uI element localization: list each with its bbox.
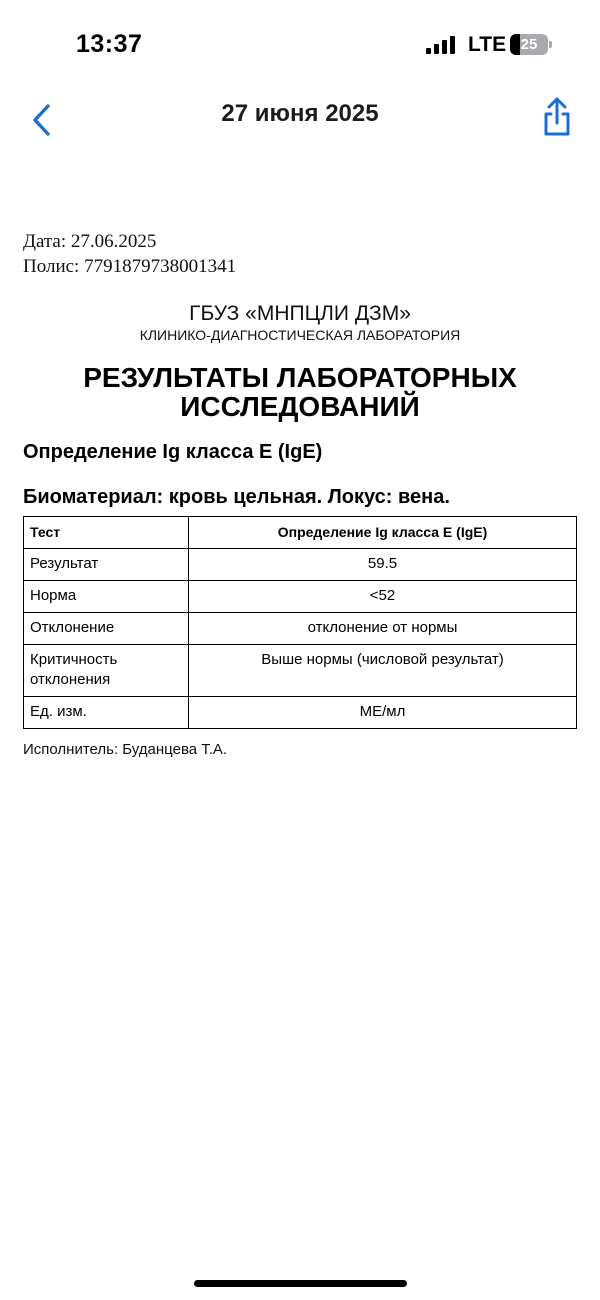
battery-icon — [510, 34, 550, 55]
row-label: Норма — [24, 581, 189, 613]
row-label: Критичность отклонения — [24, 645, 189, 697]
table-header-row — [24, 517, 577, 549]
table-row — [24, 581, 577, 613]
date-line: Дата: 27.06.2025 — [23, 231, 157, 252]
row-value: МЕ/мл — [189, 697, 577, 729]
row-value: Выше нормы (числовой результат) — [189, 645, 577, 697]
table-row — [24, 697, 577, 729]
document-meta — [23, 229, 236, 279]
status-time: 13:37 — [76, 30, 143, 58]
cellular-signal-icon — [426, 36, 458, 54]
organization-subtitle: КЛИНИКО-ДИАГНОСТИЧЕСКАЯ ЛАБОРАТОРИЯ — [139, 327, 461, 343]
nav-bar — [0, 90, 600, 146]
row-label: Результат — [24, 549, 189, 581]
biomaterial: Биоматериал: кровь цельная. Локус: вена. — [23, 486, 450, 508]
test-name: Определение Ig класса E (IgE) — [23, 441, 323, 463]
share-icon — [536, 94, 580, 140]
executor-line: Исполнитель: Буданцева Т.А. — [23, 741, 228, 758]
policy-line: Полис: 7791879738001341 — [23, 256, 237, 277]
page-title: 27 июня 2025 — [221, 100, 379, 127]
table-header-cell: Тест — [24, 517, 189, 549]
document-title — [0, 363, 600, 421]
row-value: отклонение от нормы — [189, 613, 577, 645]
back-button[interactable] — [24, 96, 64, 140]
home-indicator[interactable] — [194, 1280, 407, 1287]
row-label: Ед. изм. — [24, 697, 189, 729]
battery-level: 25 — [520, 36, 538, 53]
document-title-line2: ИССЛЕДОВАНИЙ — [180, 391, 420, 422]
status-bar — [0, 0, 600, 90]
results-table — [23, 516, 577, 729]
network-type: LTE — [468, 33, 507, 56]
table-header-cell: Определение Ig класса E (IgE) — [189, 517, 577, 549]
table-row — [24, 645, 577, 697]
table-row — [24, 549, 577, 581]
row-label: Отклонение — [24, 613, 189, 645]
document-title-line1: РЕЗУЛЬТАТЫ ЛАБОРАТОРНЫХ — [83, 362, 517, 393]
share-button[interactable] — [536, 94, 580, 140]
organization-name: ГБУЗ «МНПЦЛИ ДЗМ» — [189, 302, 411, 325]
row-value: 59.5 — [189, 549, 577, 581]
chevron-left-icon — [24, 96, 64, 140]
row-value: <52 — [189, 581, 577, 613]
table-row — [24, 613, 577, 645]
